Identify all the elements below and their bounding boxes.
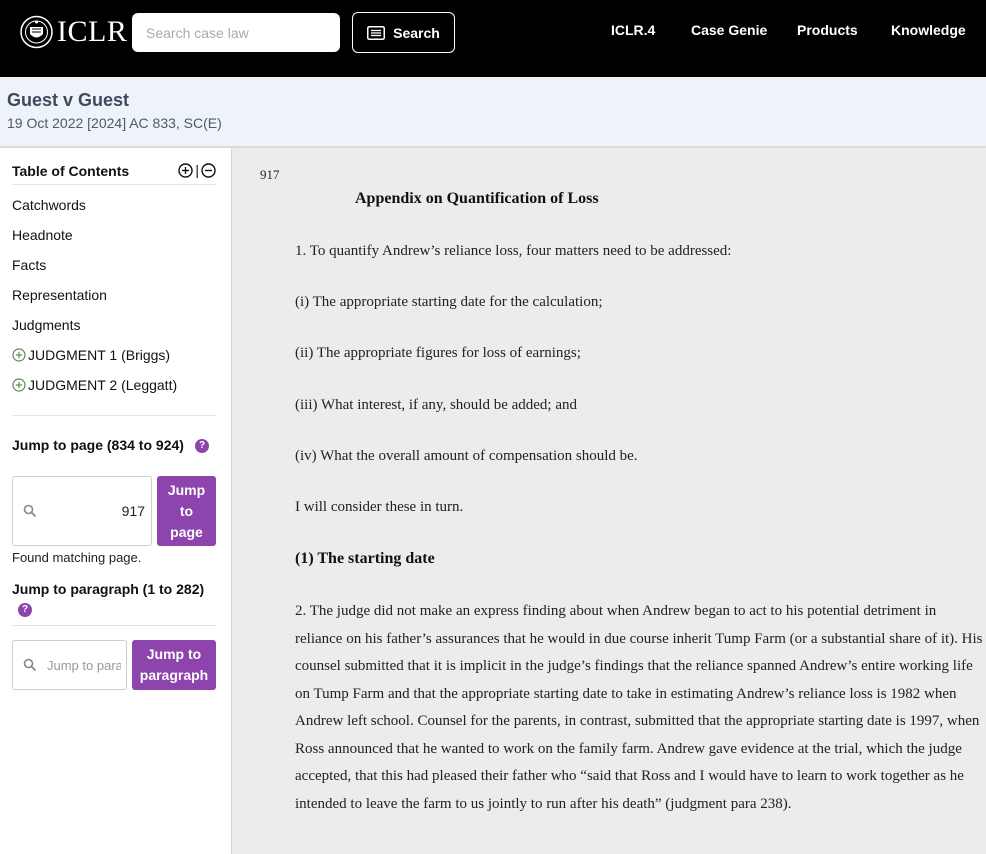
paragraph-1: 1. To quantify Andrew’s reliance loss, four matters need to be addressed: xyxy=(295,243,732,259)
nav-iclr4[interactable]: ICLR.4 xyxy=(611,22,656,38)
divider xyxy=(12,415,216,416)
main-nav xyxy=(0,22,986,42)
paragraph-2: 2. The judge did not make an express finding about when Andrew began to act to his potential detriment in reliance on his father’s assurances that he would in due course inherit Tump Farm (or a substantial share of it). His counsel submitted that it is implicit in the judge’s findings that the reliance spanned Andrew’s entire working life on Tump Farm and that the appropriate starting date to take in estimating Andrew’s reliance loss is 1982 when Andrew left school. Counsel for the parents, in contrast, submitted that the appropriate starting date is 1997, when Ross announced that he wanted to work on the family farm. Andrew gave evidence at the trial, which the judge accepted, that this had pleased their father who “said that Ross and I would have to learn to work together as he intended to leave the farm to us jointly to run after his death” (judgment para 238). xyxy=(295,603,983,812)
toc-item-judgment-1[interactable] xyxy=(12,347,170,363)
jump-to-page-field[interactable] xyxy=(12,476,152,546)
toc-item-facts[interactable]: Facts xyxy=(12,257,47,273)
top-navigation-bar xyxy=(0,0,986,77)
expand-plus-icon[interactable] xyxy=(12,348,26,362)
search-button-label: Search xyxy=(393,24,440,41)
collapse-all-icon[interactable] xyxy=(201,163,216,178)
logo-text: ICLR xyxy=(57,15,128,48)
jump-to-paragraph-button[interactable]: Jump to paragraph xyxy=(132,640,216,690)
jump-to-page-button[interactable]: Jump to page xyxy=(157,476,216,546)
judgment-1-label: JUDGMENT 1 (Briggs) xyxy=(28,347,171,363)
jump-to-page-text: Jump to page (834 to 924) xyxy=(12,437,184,453)
toc-item-catchwords[interactable]: Catchwords xyxy=(12,197,86,213)
jump-to-page-input[interactable] xyxy=(47,477,145,545)
judgment-content xyxy=(233,148,986,854)
found-matching-page-message: Found matching page. xyxy=(12,550,142,565)
help-page-icon[interactable]: ? xyxy=(195,439,209,453)
nav-case-genie[interactable]: Case Genie xyxy=(691,22,768,38)
case-header xyxy=(0,77,986,147)
section-heading: (1) The starting date xyxy=(295,550,435,567)
jump-to-paragraph-input[interactable] xyxy=(47,641,121,689)
jump-to-paragraph-text: Jump to paragraph (1 to 282) xyxy=(12,581,205,597)
toc-controls xyxy=(178,162,216,178)
toc-item-judgments[interactable]: Judgments xyxy=(12,317,81,333)
list-item-ii: (ii) The appropriate figures for loss of earnings; xyxy=(295,345,581,361)
toc-item-representation[interactable]: Representation xyxy=(12,287,107,303)
toc-separator: | xyxy=(195,162,199,178)
toc-item-judgment-2[interactable] xyxy=(12,377,177,393)
jump-to-paragraph-label xyxy=(12,581,204,597)
search-icon xyxy=(23,504,37,518)
transition-sentence: I will consider these in turn. xyxy=(295,499,464,515)
table-of-contents-sidebar xyxy=(0,148,232,854)
search-icon xyxy=(23,658,37,672)
case-title: Guest v Guest xyxy=(7,90,130,110)
page-number: 917 xyxy=(260,167,280,182)
appendix-heading: Appendix on Quantification of Loss xyxy=(355,190,599,207)
jump-to-paragraph-field[interactable] xyxy=(12,640,127,690)
help-paragraph-icon[interactable]: ? xyxy=(18,603,32,617)
nav-knowledge[interactable]: Knowledge xyxy=(891,22,966,38)
list-item-iv: (iv) What the overall amount of compensation should be. xyxy=(295,448,638,464)
list-item-i: (i) The appropriate starting date for the calculation; xyxy=(295,294,603,310)
toc-title: Table of Contents xyxy=(12,163,130,179)
expand-all-icon[interactable] xyxy=(178,163,193,178)
expand-plus-icon[interactable] xyxy=(12,378,26,392)
case-citation: 19 Oct 2022 [2024] AC 833, SC(E) xyxy=(7,115,222,131)
nav-products[interactable]: Products xyxy=(797,22,858,38)
jump-to-page-label xyxy=(12,437,184,453)
toc-item-headnote[interactable]: Headnote xyxy=(12,227,73,243)
judgment-2-label: JUDGMENT 2 (Leggatt) xyxy=(28,377,178,393)
toc-header xyxy=(12,163,216,185)
divider xyxy=(12,625,216,626)
list-item-iii: (iii) What interest, if any, should be added; and xyxy=(295,397,578,413)
